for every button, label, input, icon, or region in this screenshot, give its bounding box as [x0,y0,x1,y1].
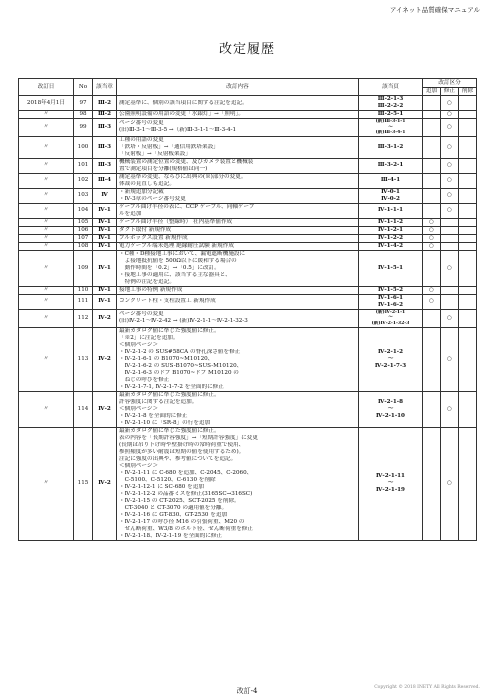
row-date: 〃 [19,234,74,242]
row-delete-mark [459,203,477,218]
table-row [19,111,477,119]
page-ref: ～ [387,480,394,487]
row-date: 〃 [19,427,74,540]
row-add-mark [423,111,441,119]
content-line: 公園照明設備の用語の変更「水銀灯」→「照明」。 [119,111,244,117]
row-number: 97 [74,96,93,111]
content-line: ・新規追加分記載 [119,188,164,195]
row-delete-mark [459,96,477,111]
row-modify-mark: ○ [441,158,459,173]
page-ref: (新)Ⅳ-2-1-1 [375,309,406,315]
row-number: 99 [74,119,93,137]
row-add-mark [423,119,441,137]
row-number: 114 [74,391,93,427]
content-line: 「反射板」→「反射板架設」 [119,150,191,157]
content-line: 測定基準の変更、ならびに出典の(※)部分の変更。 [119,173,247,180]
row-modify-mark: ○ [441,327,459,391]
row-content [117,391,359,427]
row-delete-mark [459,158,477,173]
page-ref: ～ [388,124,393,130]
row-date: 〃 [19,327,74,391]
content-line: ＜個別ページ＞ [119,405,159,412]
page-ref: Ⅲ-3-2-1 [377,162,404,169]
row-add-mark [423,391,441,427]
row-modify-mark: ○ [441,136,459,158]
row-pages [359,119,423,137]
row-pages [359,158,423,173]
row-pages [359,218,423,226]
content-line: ・Ⅳ-2-1-11 に C-680 を追加、C-2045、C-2060、 [119,469,253,476]
row-modify-mark: ○ [441,391,459,427]
row-number: 98 [74,111,93,119]
row-section: Ⅳ-1 [93,294,117,309]
content-line: 最新カタログ値に準じた強度値に修正。 [119,391,220,398]
page-ref: Ⅳ-2-1-19 [376,487,405,494]
row-pages [359,136,423,158]
table-row [19,250,477,286]
row-pages [359,242,423,250]
content-line: 「鉄塔・反射板」→「通信用鉄塔架設」 [119,143,219,150]
row-delete-mark [459,327,477,391]
content-line: ・Ⅳ-2-1-18、Ⅳ-2-1-19 を全面的に修正 [119,532,223,539]
row-number: 106 [74,226,93,234]
manual-name: アイネット品質確保マニュアル [389,6,480,14]
content-line: 注記に強度の出典や、参考値についてを追記。 [119,455,237,462]
content-line: ルを追加 [119,210,142,217]
content-line: 接地工事の特例 新規作成 [119,286,183,293]
table-row [19,96,477,111]
content-line: コンクリート柱・支柱設置工 新規作成 [119,298,216,305]
page-ref: Ⅲ-2-5-1 [377,111,404,117]
row-section: Ⅲ-3 [93,158,117,173]
row-add-mark [423,173,441,188]
row-delete-mark [459,188,477,203]
page-ref: Ⅳ-1-1-2 [378,218,403,225]
row-add-mark: ○ [423,234,441,242]
content-line: 特例の注記を追記。 [119,278,175,285]
content-line: 許容強度に関する注記を追加。 [119,398,198,405]
row-section: Ⅲ-2 [93,111,117,119]
row-number: 102 [74,173,93,188]
content-line: CT-3040 と CT-3070 の適用値を分離。 [119,504,228,511]
page-ref: Ⅳ-2-1-10 [376,412,405,419]
col-header-section: 該当章 [93,79,117,96]
row-content [117,242,359,250]
row-modify-mark: ○ [441,188,459,203]
row-section: Ⅲ-2 [93,96,117,111]
row-delete-mark [459,309,477,327]
row-date: 〃 [19,188,74,203]
row-modify-mark: ○ [441,250,459,286]
row-delete-mark [459,242,477,250]
page-ref: Ⅳ-0-2 [381,195,400,202]
page-ref: Ⅳ-2-1-7-3 [374,362,407,369]
page-ref: Ⅳ-1-6-1 [378,294,403,301]
row-delete-mark [459,234,477,242]
page-ref: Ⅲ-2-2-2 [377,103,404,109]
content-line: ・Ⅳ-2-1-7-1, Ⅳ-2-1-7-2 を全面的に修正 [119,383,224,390]
page-ref: Ⅳ-1-5-2 [378,286,403,293]
col-header-add: 追加 [423,88,441,96]
page-ref: Ⅳ-0-1 [381,188,400,195]
content-line: ・Ⅳ-2-1-6-1 の B1070~M10120、 [119,355,214,362]
row-pages [359,250,423,286]
row-number: 101 [74,158,93,173]
col-header-content: 改訂内容 [117,79,359,96]
content-line: ・Ⅳ-2-1-17 の呼び径 M16 の引張荷重、M20 の [119,518,245,525]
content-line: 置で測定項目を分離(規格値は同一) [119,165,208,172]
table-row [19,226,477,234]
row-section: Ⅳ-2 [93,391,117,427]
row-content [117,173,359,188]
row-date: 〃 [19,119,74,137]
row-content [117,96,359,111]
revision-table [18,78,477,541]
row-pages [359,111,423,119]
row-add-mark [423,427,441,540]
content-line: ・Ⅳ-2-1-12-2 の品番ミスを修正(3165SC→316SC) [119,490,253,497]
row-section: Ⅲ-4 [93,173,117,188]
row-delete-mark [459,286,477,294]
row-add-mark: ○ [423,286,441,294]
row-delete-mark [459,226,477,234]
table-row [19,218,477,226]
table-row [19,391,477,427]
row-pages [359,427,423,540]
row-section: Ⅳ-1 [93,242,117,250]
row-date: 〃 [19,294,74,309]
row-number: 107 [74,234,93,242]
row-section: Ⅳ-1 [93,218,117,226]
row-section: Ⅳ-1 [93,234,117,242]
row-number: 103 [74,188,93,203]
row-section: Ⅳ [93,188,117,203]
col-header-no: No [74,79,93,96]
page-ref: (新)Ⅲ-3-4-1 [375,130,406,136]
page-ref: ～ [388,315,393,321]
col-header-category: 改訂区分 [423,79,477,88]
content-line: よ接地抵抗値を 500Ω以下に緩和する場合の [119,257,237,264]
content-line: ケーブル曲げ半径の表に、CCP ケーブル、同軸ケーブ [119,203,255,210]
row-delete-mark [459,294,477,309]
row-add-mark: ○ [423,294,441,309]
content-line: (旧)Ⅲ-3-1～Ⅲ-3-5 →（新)Ⅲ-3-1-1～Ⅲ-3-4-1 [119,127,237,134]
row-pages [359,327,423,391]
page-ref: (新)Ⅲ-3-1-1 [375,119,406,124]
row-modify-mark [441,242,459,250]
copyright-notice: Copyright © 2018 INETY All Rights Reserved. [374,685,480,690]
page-ref: Ⅳ-2-1-2 [378,348,403,355]
content-line: ・Ⅳ-3章のページ番号変更 [119,195,186,202]
content-line: 機械装置の測定位置の変更、及びカメラ装置と機械装 [119,158,254,165]
row-pages [359,226,423,234]
row-number: 108 [74,242,93,250]
row-modify-mark [441,286,459,294]
row-content [117,226,359,234]
content-line: ・Ⅳ-2-1-2 の SUS#58CA の脊孔深さ値を修正 [119,348,241,355]
row-delete-mark [459,136,477,158]
col-header-modify: 修正 [441,88,459,96]
page-number: 改訂-4 [236,687,258,695]
content-line: 動作時間を「0.2」→「0.5」に改訂。 [119,264,220,271]
content-line: ページ番号の変更 [119,120,164,127]
row-number: 110 [74,286,93,294]
page-ref: ～ [387,405,394,412]
table-row [19,136,477,158]
row-delete-mark [459,119,477,137]
row-delete-mark [459,173,477,188]
row-content [117,327,359,391]
page-ref: Ⅳ-2-1-11 [376,473,405,480]
table-row [19,158,477,173]
row-number: 104 [74,203,93,218]
row-number: 109 [74,250,93,286]
row-section: Ⅲ-3 [93,136,117,158]
row-modify-mark: ○ [441,203,459,218]
row-pages [359,96,423,111]
row-add-mark [423,136,441,158]
row-pages [359,188,423,203]
col-header-delete: 削除 [459,88,477,96]
row-date: 〃 [19,218,74,226]
table-row [19,427,477,540]
page-ref: Ⅳ-1-2-1 [378,226,403,233]
row-content [117,234,359,242]
row-add-mark [423,250,441,286]
page-ref: (新)Ⅳ-2-1-32-3 [371,320,410,326]
page-ref: Ⅳ-1-4-2 [378,242,403,249]
row-content [117,111,359,119]
row-number: 100 [74,136,93,158]
content-line: 表の内容を「長期許容強度」→「短期許容強度」に変更 [119,434,258,441]
content-line: 「※2」に注記を追加。 [119,334,179,341]
row-content [117,286,359,294]
row-content [117,427,359,540]
row-content [117,218,359,226]
content-line: 測定基準に、個別の該当項目に関する注記を追記。 [119,99,248,106]
row-date: 〃 [19,391,74,427]
row-pages [359,203,423,218]
content-line: ＜個別ページ＞ [119,462,159,469]
page-ref: Ⅳ-2-1-8 [378,398,403,405]
content-line: ・Ⅳ-2-1-16 に GT-830、GT-2530 を追加 [119,511,228,518]
content-line: 参照頻度が多い耐震は短期の値を使用するため)。 [119,448,245,455]
table-row [19,309,477,327]
row-modify-mark: ○ [441,427,459,540]
content-line: 工種の用語の変更 [119,136,164,143]
content-line: 最新カタログ値に準じた強度値に修正。 [119,327,220,334]
table-row [19,173,477,188]
row-modify-mark [441,226,459,234]
content-line: ・Ⅳ-2-1-12-1 に SC-680 を追加 [119,483,204,490]
row-content [117,136,359,158]
page-ref: Ⅳ-1-5-1 [378,264,403,271]
row-content [117,158,359,173]
row-content [117,309,359,327]
row-pages [359,286,423,294]
row-pages [359,309,423,327]
table-row [19,286,477,294]
row-add-mark [423,96,441,111]
row-modify-mark [441,234,459,242]
content-line: C-5100、C-5120、C-6130 を削除 [119,476,216,483]
row-add-mark: ○ [423,226,441,234]
row-date: 〃 [19,286,74,294]
row-add-mark [423,309,441,327]
content-line: ・Ⅳ-2-1-10 に「SR-8」の行を追加 [119,419,211,426]
row-modify-mark: ○ [441,96,459,111]
row-modify-mark: ○ [441,173,459,188]
row-delete-mark [459,111,477,119]
row-section: Ⅳ-2 [93,427,117,540]
row-section: Ⅳ-1 [93,250,117,286]
row-section: Ⅲ-3 [93,119,117,137]
row-date: 〃 [19,111,74,119]
content-line: (長期は吊り下げ時や壁掛け時の常時荷重で使用、 [119,441,245,448]
page-ref: Ⅳ-1-1-1 [378,207,403,214]
row-date: 〃 [19,173,74,188]
row-date: 〃 [19,203,74,218]
row-pages [359,294,423,309]
table-row [19,203,477,218]
content-line: せん断荷重、W3/8 のボルト径、せん断荷重を修正 [119,525,253,532]
content-line: プルボックス設置 新規作成 [119,234,188,241]
row-number: 105 [74,218,93,226]
col-header-date: 改訂日 [19,79,74,96]
content-line: (旧)Ⅳ-2-1～Ⅳ-2-42 → (新)Ⅳ-2-1-1～Ⅳ-2-1-32-3 [119,318,248,325]
table-row [19,294,477,309]
page-ref: ～ [387,355,394,362]
content-line: ＜個別ページ＞ [119,341,159,348]
row-add-mark [423,158,441,173]
row-delete-mark [459,391,477,427]
row-delete-mark [459,427,477,540]
row-pages [359,173,423,188]
content-line: 電力ケーブル端末処理 絶縁耐圧試験 新規作成 [119,242,234,249]
row-date: 2018年4月1日 [19,96,74,111]
row-number: 111 [74,294,93,309]
row-add-mark [423,188,441,203]
row-add-mark [423,327,441,391]
content-line: 最新カタログ値に準じた強度値に修正。 [119,427,220,434]
row-modify-mark: ○ [441,111,459,119]
row-pages [359,234,423,242]
row-number: 115 [74,427,93,540]
page-ref: Ⅲ-2-1-3 [377,96,404,102]
content-line: ダクト取付 新規作成 [119,226,172,233]
row-add-mark [423,203,441,218]
content-line: ケーブル曲げ半径（整線時） 社内基準値作成 [119,218,233,225]
page-ref: Ⅲ-4-1 [380,177,401,184]
page-title: 改定履歴 [218,42,275,57]
row-content [117,119,359,137]
table-row [19,188,477,203]
revision-rows [19,96,477,541]
row-pages [359,391,423,427]
content-line: Ⅳ-2-1-6-3 のドブ B1070~ドブ M10120 の [119,369,239,376]
row-add-mark: ○ [423,242,441,250]
row-delete-mark [459,218,477,226]
row-date: 〃 [19,242,74,250]
table-row [19,327,477,391]
row-section: Ⅳ-2 [93,309,117,327]
row-date: 〃 [19,158,74,173]
content-line: 体裁の見直しも追記。 [119,180,175,187]
row-date: 〃 [19,226,74,234]
row-modify-mark [441,218,459,226]
row-modify-mark: ○ [441,119,459,137]
page-ref: Ⅲ-3-1-2 [377,143,404,150]
content-line: ページ番号の変更 [119,311,164,318]
row-modify-mark: ○ [441,309,459,327]
row-content [117,294,359,309]
row-section: Ⅳ-1 [93,226,117,234]
content-line: Ⅳ-2-1-6-2 の SUS-B1070~SUS-M10120、 [119,362,243,369]
row-modify-mark [441,294,459,309]
content-line: ・Ⅳ-2-1-8 を全面的に修正 [119,412,188,419]
row-content [117,250,359,286]
page-ref: Ⅳ-1-6-2 [378,301,403,308]
row-date: 〃 [19,136,74,158]
row-section: Ⅳ-1 [93,286,117,294]
row-content [117,203,359,218]
row-add-mark: ○ [423,218,441,226]
content-line: ・接地工事の適用に、該当する主な器具と、 [119,271,231,278]
row-number: 112 [74,309,93,327]
table-row [19,242,477,250]
col-header-pages: 該当頁 [359,79,423,96]
row-delete-mark [459,250,477,286]
table-row [19,119,477,137]
row-date: 〃 [19,250,74,286]
page-ref: Ⅳ-1-2-2 [378,234,403,241]
row-section: Ⅳ-1 [93,203,117,218]
content-line: ・Ⅳ-2-1-15 の CT-2025、SCT-2025 を削除。 [119,497,240,504]
content-line: ねじの呼びを修正 [119,376,170,383]
row-content [117,188,359,203]
row-section: Ⅳ-2 [93,327,117,391]
row-number: 113 [74,327,93,391]
row-date: 〃 [19,309,74,327]
table-row [19,234,477,242]
content-line: ・C種・D種接地工事において、漏電遮断機施設に [119,250,246,257]
